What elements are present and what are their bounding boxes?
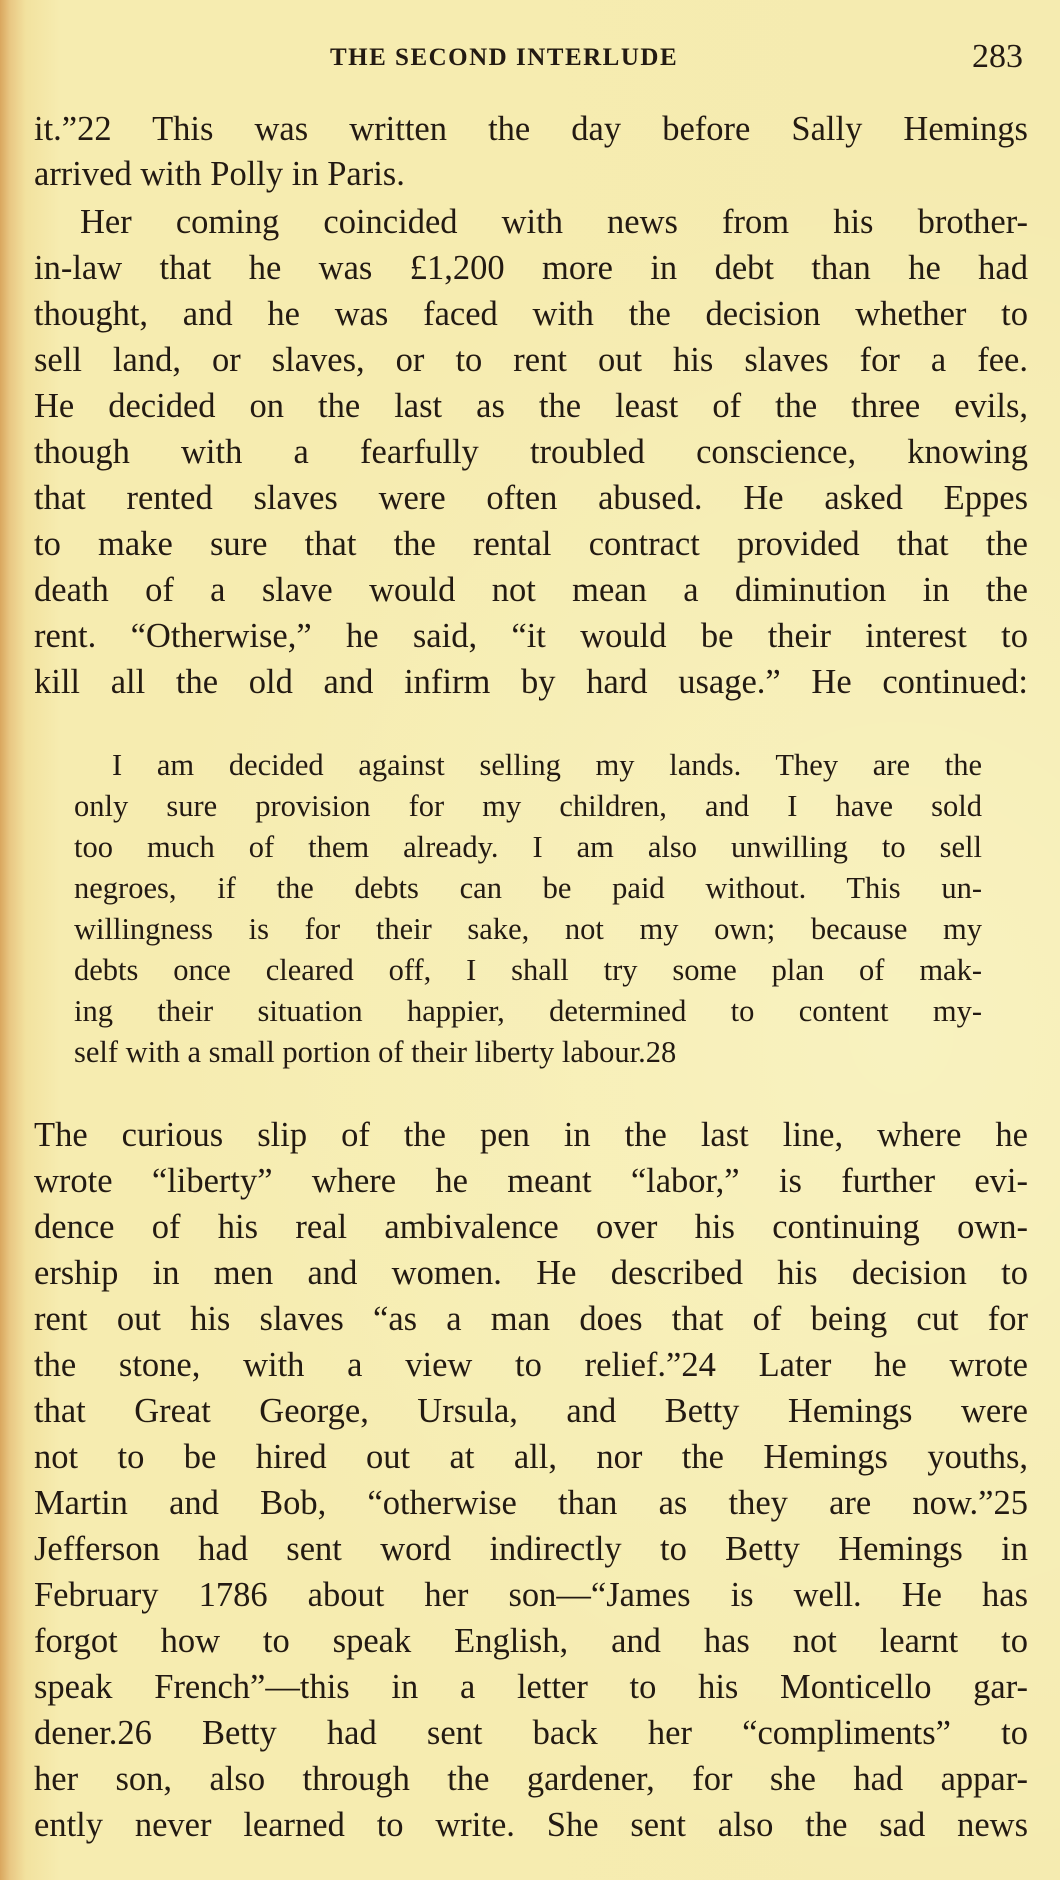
- text-line: rent out his slaves “as a man does that of being cut for: [34, 1300, 1028, 1338]
- text-line: February 1786 about her son—“James is well. He has: [34, 1576, 1028, 1614]
- text-line: thought, and he was faced with the decision whether to: [34, 295, 1028, 333]
- text-line: Martin and Bob, “otherwise than as they are now.”25: [34, 1484, 1028, 1522]
- text-line: dener.26 Betty had sent back her “compliments” to: [34, 1714, 1028, 1752]
- text-line: her son, also through the gardener, for she had appar-: [34, 1760, 1028, 1798]
- text-line: to make sure that the rental contract provided that the: [34, 525, 1028, 563]
- text-line: it.”22 This was written the day before Sally Hemings: [34, 110, 1028, 148]
- text-line: Jefferson had sent word indirectly to Betty Hemings in: [34, 1530, 1028, 1568]
- text-line: that rented slaves were often abused. He asked Eppes: [34, 479, 1028, 517]
- text-line: though with a fearfully troubled conscience, knowing: [34, 433, 1028, 471]
- text-line: Her coming coincided with news from his brother-: [80, 203, 1028, 241]
- quote-line: too much of them already. I am also unwilling to sell: [74, 830, 982, 864]
- quote-line: self with a small portion of their liberty labour.28: [74, 1035, 677, 1069]
- text-line: not to be hired out at all, nor the Hemings youths,: [34, 1438, 1028, 1476]
- quote-line: negroes, if the debts can be paid without. This un-: [74, 871, 982, 905]
- quote-line: I am decided against selling my lands. They are the: [112, 748, 982, 782]
- page-number: 283: [972, 38, 1023, 75]
- text-line: The curious slip of the pen in the last line, where he: [34, 1116, 1028, 1154]
- text-line: kill all the old and infirm by hard usage.” He continued:: [34, 663, 1028, 701]
- text-line: dence of his real ambivalence over his continuing own-: [34, 1208, 1028, 1246]
- quote-line: ing their situation happier, determined to content my-: [74, 994, 982, 1028]
- text-line: in-law that he was £1,200 more in debt than he had: [34, 249, 1028, 287]
- text-line: He decided on the last as the least of the three evils,: [34, 387, 1028, 425]
- text-line: wrote “liberty” where he meant “labor,” is further evi-: [34, 1162, 1028, 1200]
- text-line: ership in men and women. He described his decision to: [34, 1254, 1028, 1292]
- text-line: ently never learned to write. She sent also the sad news: [34, 1806, 1028, 1844]
- text-line: death of a slave would not mean a diminution in the: [34, 571, 1028, 609]
- text-line: that Great George, Ursula, and Betty Hemings were: [34, 1392, 1028, 1430]
- quote-line: debts once cleared off, I shall try some plan of mak-: [74, 953, 982, 987]
- text-line: arrived with Polly in Paris.: [34, 155, 405, 193]
- text-line: forgot how to speak English, and has not learnt to: [34, 1622, 1028, 1660]
- quote-line: willingness is for their sake, not my own; because my: [74, 912, 982, 946]
- quote-line: only sure provision for my children, and I have sold: [74, 789, 982, 823]
- running-head: [0, 38, 1060, 84]
- text-line: sell land, or slaves, or to rent out his slaves for a fee.: [34, 341, 1028, 379]
- text-line: speak French”—this in a letter to his Monticello gar-: [34, 1668, 1028, 1706]
- text-line: rent. “Otherwise,” he said, “it would be their interest to: [34, 617, 1028, 655]
- running-title: THE SECOND INTERLUDE: [330, 44, 679, 71]
- text-line: the stone, with a view to relief.”24 Later he wrote: [34, 1346, 1028, 1384]
